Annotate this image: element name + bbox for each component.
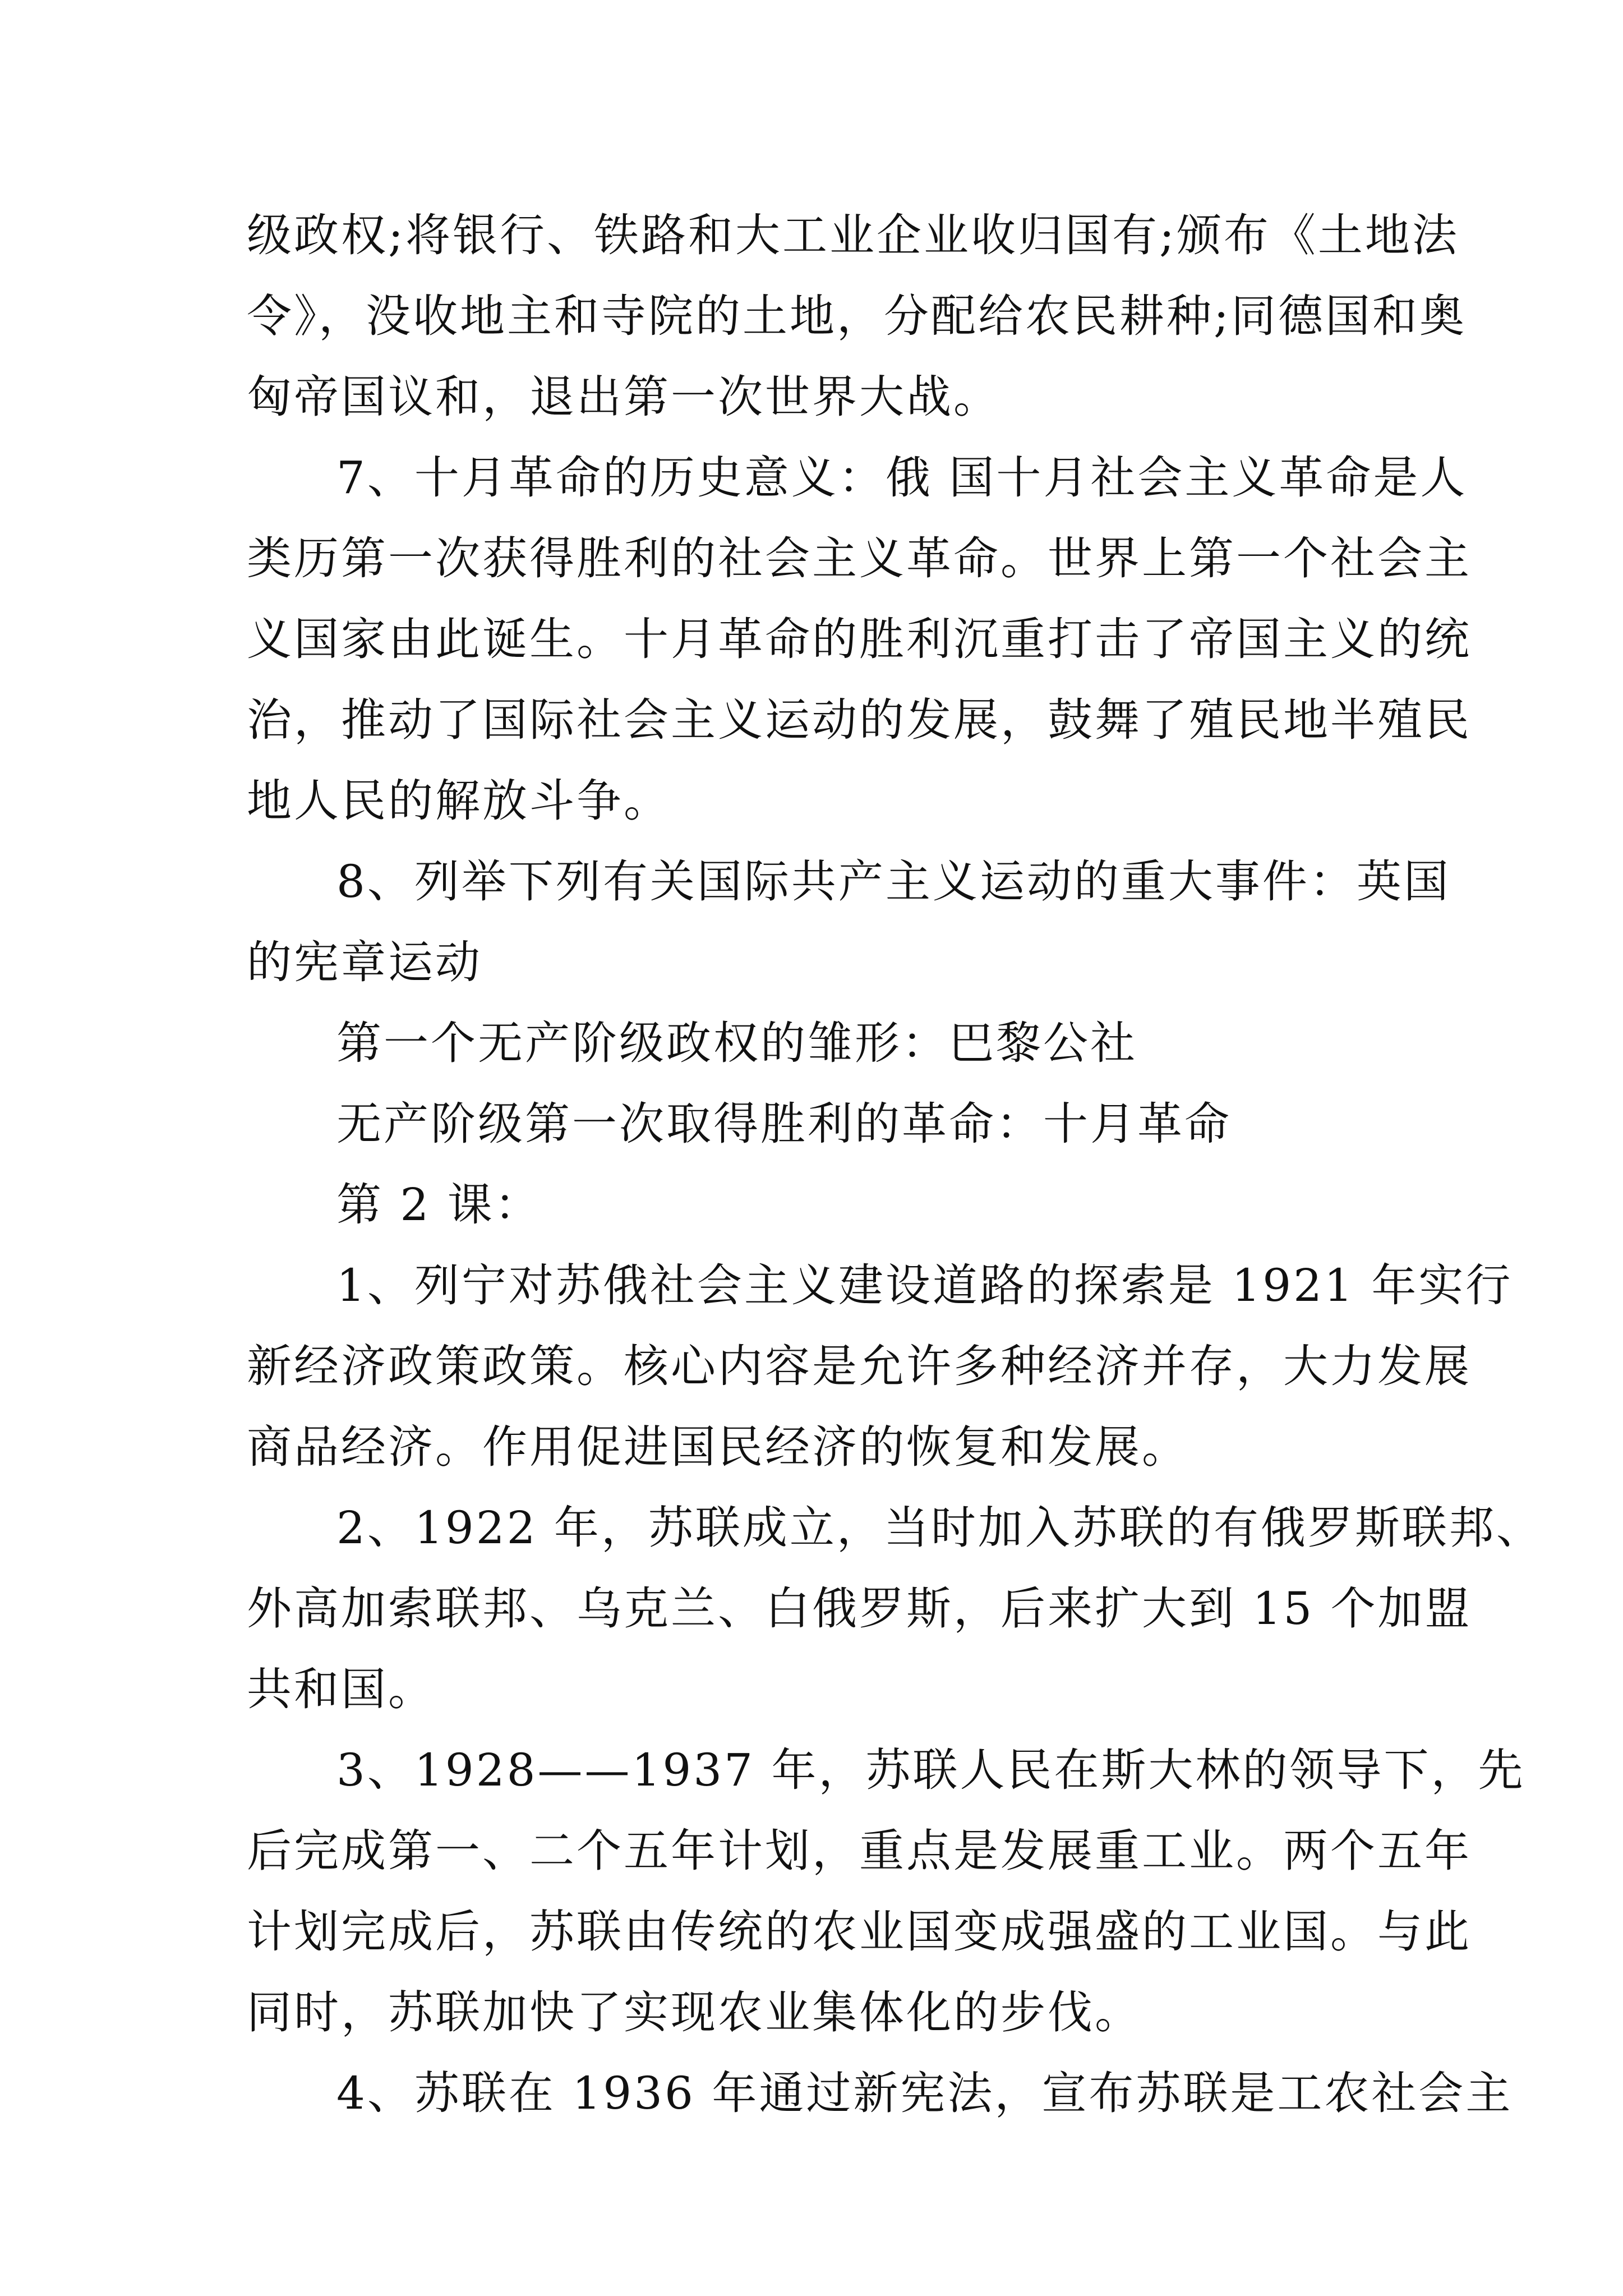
paragraph-2-first-line: 2、1922 年，苏联成立，当时加入苏联的有俄罗斯联邦、	[336, 1502, 1543, 1554]
text-line: 计划完成后，苏联由传统的农业国变成强盛的工业国。与此	[247, 1906, 1472, 1958]
text-line: 匈帝国议和，退出第一次世界大战。	[247, 371, 1000, 423]
paragraph-3-first-line: 3、1928——1937 年，苏联人民在斯大林的领导下，先	[336, 1744, 1525, 1796]
text-line: 地人民的解放斗争。	[247, 775, 671, 827]
text-line: 共和国。	[247, 1663, 435, 1715]
lesson-heading: 第 2 课：	[336, 1179, 542, 1231]
text-line: 同时，苏联加快了实现农业集体化的步伐。	[247, 1986, 1142, 2039]
list-item: 第一个无产阶级政权的雏形：巴黎公社	[336, 1017, 1137, 1069]
text-line: 令》，没收地主和寺院的土地，分配给农民耕种;同德国和奥	[247, 290, 1467, 342]
text-line: 义国家由此诞生。十月革命的胜利沉重打击了帝国主义的统	[247, 613, 1472, 665]
text-line: 外高加索联邦、乌克兰、白俄罗斯，后来扩大到 15 个加盟	[247, 1582, 1472, 1635]
text-line: 类历第一次获得胜利的社会主义革命。世界上第一个社会主	[247, 532, 1472, 585]
paragraph-8-first-line: 8、列举下列有关国际共产主义运动的重大事件：英国	[336, 855, 1451, 908]
paragraph-7-first-line: 7、十月革命的历史意义：俄 国十月社会主义革命是人	[336, 452, 1468, 504]
paragraph-4-first-line: 4、苏联在 1936 年通过新宪法，宣布苏联是工农社会主	[336, 2067, 1513, 2119]
paragraph-1-first-line: 1、列宁对苏俄社会主义建设道路的探索是 1921 年实行	[336, 1259, 1513, 1312]
text-line: 后完成第一、二个五年计划，重点是发展重工业。两个五年	[247, 1825, 1472, 1877]
text-line: 级政权;将银行、铁路和大工业企业收归国有;颁布《土地法	[247, 209, 1459, 261]
text-line: 的宪章运动	[247, 936, 482, 988]
text-line: 新经济政策政策。核心内容是允许多种经济并存，大力发展	[247, 1340, 1472, 1392]
text-line: 商品经济。作用促进国民经济的恢复和发展。	[247, 1421, 1189, 1473]
text-line: 治，推动了国际社会主义运动的发展，鼓舞了殖民地半殖民	[247, 694, 1472, 746]
list-item: 无产阶级第一次取得胜利的革命：十月革命	[336, 1098, 1232, 1150]
